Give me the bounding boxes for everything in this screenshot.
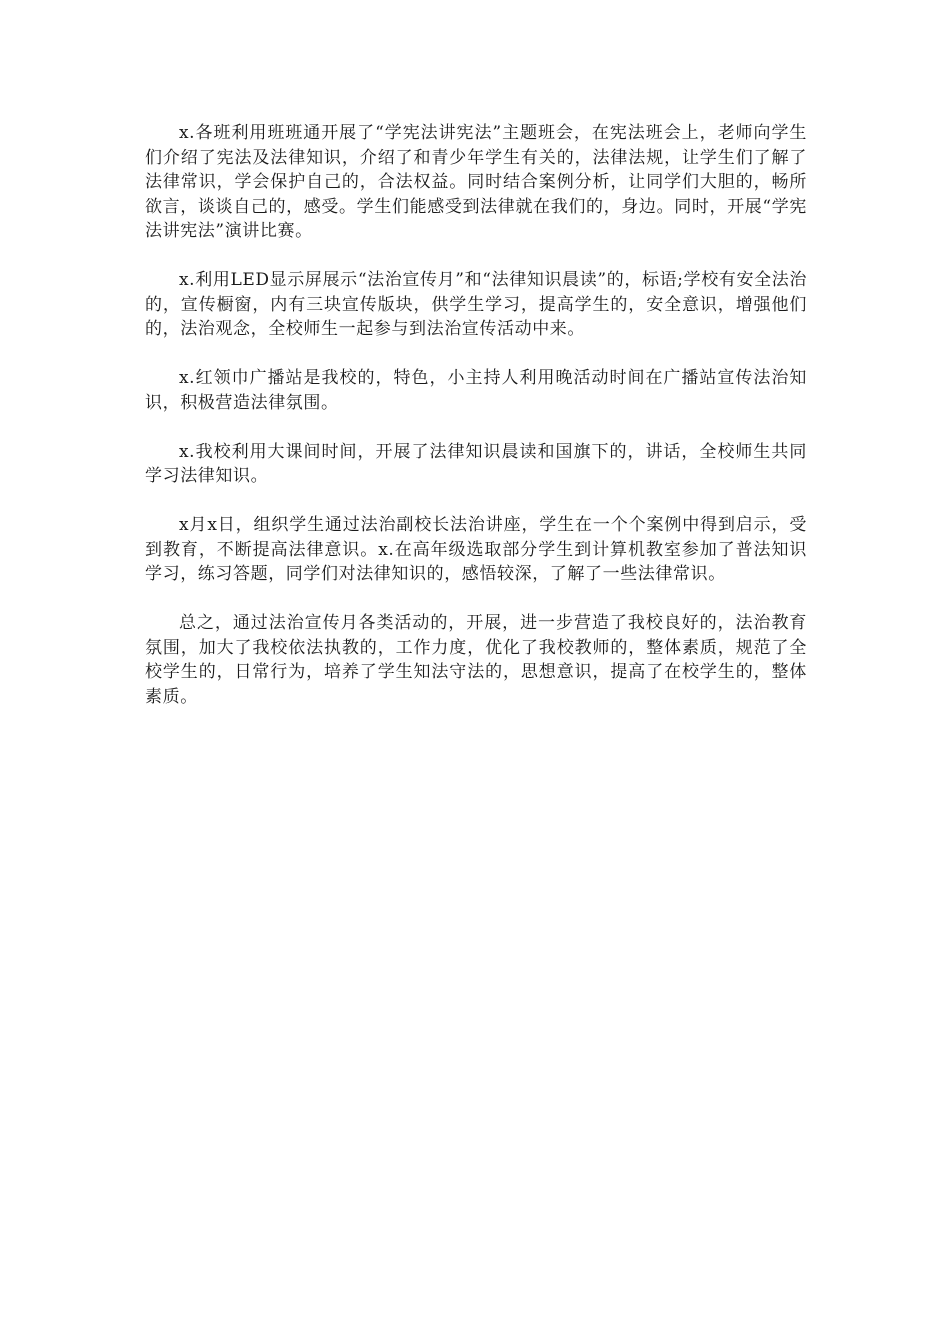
document-body xyxy=(145,121,807,734)
paragraph-summary: 总之，通过法治宣传月各类活动的，开展，进一步营造了我校良好的，法治教育氛围，加大了我校依法执教的，工作力度，优化了我校教师的，整体素质，规范了全校学生的，日常行为，培养了学生知法守法的，思想意识，提高了在校学生的，整体素质。 xyxy=(145,613,807,707)
paragraph-morning-reading: x.我校利用大课间时间，开展了法律知识晨读和国旗下的，讲话，全校师生共同学习法律知识。 xyxy=(145,441,807,486)
paragraph-led-display: x.利用LED显示屏展示“法治宣传月”和“法律知识晨读”的，标语;学校有安全法治的，宣传橱窗，内有三块宣传版块，供学生学习，提高学生的，安全意识，增强他们的，法治观念，全校师生一起参与到法治宣传活动中来。 xyxy=(145,270,807,339)
paragraph-radio-station: x.红领巾广播站是我校的，特色，小主持人利用晚活动时间在广播站宣传法治知识，积极营造法律氛围。 xyxy=(145,368,807,413)
paragraph-lecture: x月x日，组织学生通过法治副校长法治讲座，学生在一个个案例中得到启示，受到教育，不断提高法律意识。x.在高年级选取部分学生到计算机教室参加了普法知识学习，练习答题，同学们对法律知识的，感悟较深，了解了一些法律常识。 xyxy=(145,515,807,584)
paragraph-class-meeting: x.各班利用班班通开展了“学宪法讲宪法”主题班会，在宪法班会上，老师向学生们介绍了宪法及法律知识，介绍了和青少年学生有关的，法律法规，让学生们了解了法律常识，学会保护自己的，合法权益。同时结合案例分析，让同学们大胆的，畅所欲言，谈谈自己的，感受。学生们能感受到法律就在我们的，身边。同时，开展“学宪法讲宪法”演讲比赛。 xyxy=(145,123,807,241)
